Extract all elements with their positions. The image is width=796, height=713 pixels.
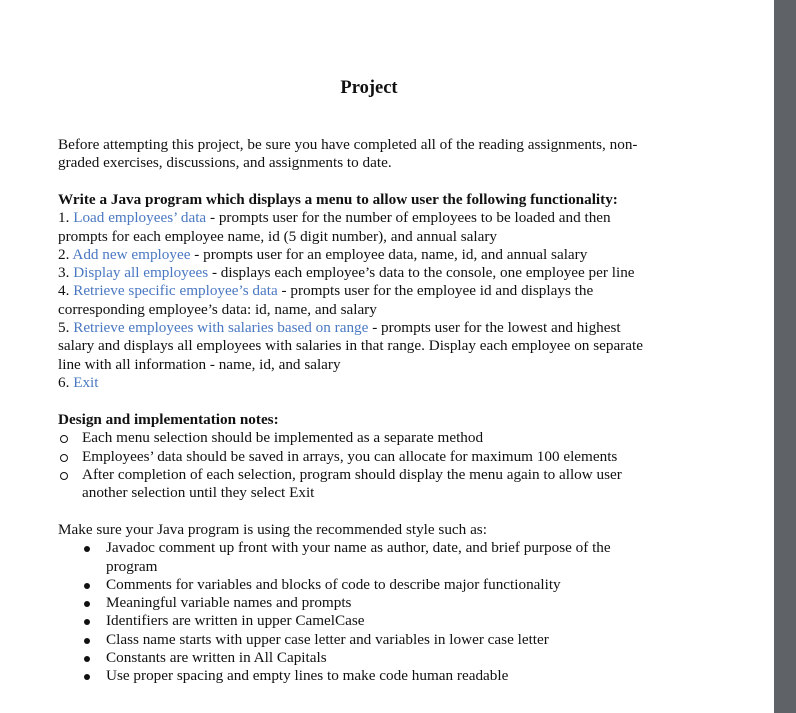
menu-item-link-display[interactable]: Display all employees — [73, 264, 209, 282]
task-heading: Write a Java program which displays a menu to allow user the following functionality: — [58, 191, 618, 208]
style-item — [58, 667, 698, 685]
design-heading: Design and implementation notes: — [58, 411, 279, 428]
menu-item-desc: - prompts user for the employee id and displays the — [281, 282, 594, 300]
hollow-bullet-icon — [60, 435, 68, 443]
intro-line-2: graded exercises, discussions, and assignments to date. — [58, 154, 392, 172]
hollow-bullet-icon — [60, 454, 68, 462]
style-item — [58, 631, 698, 649]
hollow-bullet-icon — [60, 472, 68, 480]
task-section — [58, 191, 698, 392]
style-item — [58, 612, 698, 630]
style-item — [58, 649, 698, 667]
vertical-scrollbar[interactable] — [774, 0, 796, 713]
style-item — [58, 576, 698, 594]
design-note — [58, 448, 698, 466]
bullet-icon — [84, 638, 90, 644]
menu-item-link-retrieve-specific[interactable]: Retrieve specific employee’s data — [73, 282, 278, 300]
menu-item-number: 1. — [58, 209, 70, 227]
menu-item-number: 3. — [58, 264, 70, 282]
menu-item-6 — [58, 374, 698, 392]
style-item-text: Constants are written in All Capitals — [106, 649, 327, 667]
style-item-text: Class name starts with upper case letter and variables in lower case letter — [106, 630, 549, 648]
menu-item-number: 4. — [58, 282, 70, 300]
style-item — [58, 539, 698, 576]
design-note — [58, 466, 698, 503]
bullet-icon — [84, 619, 90, 625]
design-note-text: After completion of each selection, program should display the menu again to allow user — [82, 465, 622, 483]
bullet-icon — [84, 601, 90, 607]
design-note — [58, 429, 698, 447]
style-item-text: Meaningful variable names and prompts — [106, 594, 352, 612]
style-item-text: Identifiers are written in upper CamelCase — [106, 612, 365, 630]
intro-line-1: Before attempting this project, be sure you have completed all of the reading assignments, non- — [58, 136, 638, 153]
menu-item-5-cont-1: salary and displays all employees with salaries in that range. Display each employee on separate — [58, 337, 643, 355]
menu-item-desc: - prompts user for the number of employees to be loaded and then — [209, 209, 611, 227]
style-intro: Make sure your Java program is using the recommended style such as: — [58, 521, 487, 538]
menu-item-desc: - prompts user for an employee data, name, id, and annual salary — [194, 245, 588, 263]
menu-item-number: 5. — [58, 319, 70, 337]
menu-item-5 — [58, 319, 698, 337]
style-item-text: Use proper spacing and empty lines to make code human readable — [106, 667, 509, 685]
style-item-text: Javadoc comment up front with your name as author, date, and brief purpose of the — [106, 539, 611, 557]
menu-item-4-cont: corresponding employee’s data: id, name, and salary — [58, 300, 377, 318]
menu-item-1 — [58, 209, 698, 227]
intro-paragraph — [58, 136, 698, 173]
design-note-text: Employees’ data should be saved in arrays, you can allocate for maximum 100 elements — [82, 447, 618, 465]
menu-item-3 — [58, 264, 698, 282]
menu-item-number: 2. — [58, 245, 70, 263]
menu-item-1-cont: prompts for each employee name, id (5 digit number), and annual salary — [58, 227, 498, 245]
menu-item-link-exit[interactable]: Exit — [73, 373, 99, 391]
style-section — [58, 521, 698, 686]
style-item-text-cont: program — [106, 557, 158, 575]
menu-item-5-cont-2: line with all information - name, id, and salary — [58, 355, 341, 373]
menu-item-desc: - prompts user for the lowest and highest — [372, 319, 621, 337]
menu-item-number: 6. — [58, 373, 70, 391]
menu-item-4 — [58, 282, 698, 300]
bullet-icon — [84, 674, 90, 680]
bullet-icon — [84, 656, 90, 662]
design-note-text-cont: another selection until they select Exit — [82, 484, 315, 502]
style-item-text: Comments for variables and blocks of code to describe major functionality — [106, 575, 561, 593]
page-title: Project — [340, 78, 398, 98]
menu-item-link-add[interactable]: Add new employee — [72, 245, 191, 263]
bullet-icon — [84, 546, 90, 552]
menu-item-2 — [58, 246, 698, 264]
design-section — [58, 411, 698, 502]
bullet-icon — [84, 583, 90, 589]
menu-item-link-retrieve-range[interactable]: Retrieve employees with salaries based on range — [73, 319, 369, 337]
menu-item-link-load[interactable]: Load employees’ data — [73, 209, 207, 227]
design-note-text: Each menu selection should be implemented as a separate method — [82, 429, 484, 447]
menu-item-desc: - displays each employee’s data to the console, one employee per line — [211, 264, 635, 282]
style-item — [58, 594, 698, 612]
